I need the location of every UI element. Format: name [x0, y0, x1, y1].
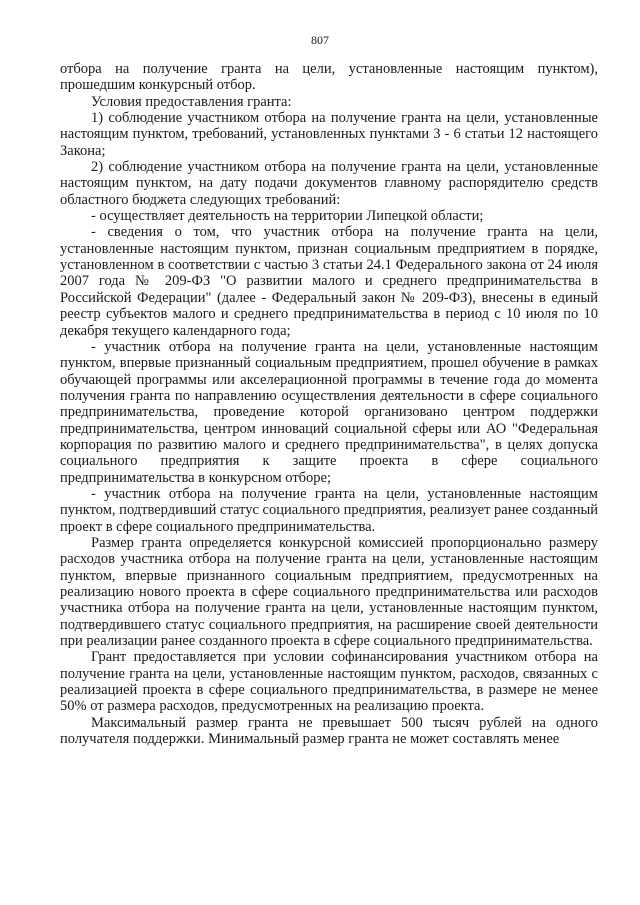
paragraph-grant-size: Размер гранта определяется конкурсной комиссией пропорционально размеру расходов участника отбора на получение гранта на цели, установленные настоящим пунктом, впервые признанного социальным предприятием, предусмотренных на реализацию нового проекта в сфере социального предпринимательства или расходов участника отбора на получение гранта на цели, установленные настоящим пунктом, подтвердившего статус социального предприятия, на расширение своей деятельности при реализации ранее созданного проекта в сфере социального предпринимательства. — [60, 534, 598, 650]
paragraph-requirement-territory: - осуществляет деятельность на территории Липецкой области; — [91, 208, 484, 225]
paragraph-grant-conditions-heading: Условия предоставления гранта: — [91, 93, 292, 110]
paragraph-condition-1: 1) соблюдение участником отбора на получение гранта на цели, установленные настоящим пунктом, требований, установленных пунктами 3 - 6 статьи 12 настоящего Закона; — [60, 110, 598, 159]
paragraph-requirement-training: - участник отбора на получение гранта на цели, установленные настоящим пунктом, впервые признанный социальным предприятием, прошел обучение в рамках обучающей программы или акселерационной программы в течение года до момента получения гранта по направлению осуществления деятельности в сфере социального предпринимательства, проведение которой организовано центром поддержки предпринимательства, центром инноваций социальной сферы или АО "Федеральная корпорация по развитию малого и среднего предпринимательства", в целях допуска социального предприятия к защите проекта в сфере социального предпринимательства в конкурсном отборе; — [60, 338, 598, 486]
paragraph-requirement-existing-project: - участник отбора на получение гранта на цели, установленные настоящим пунктом, подтвердивший статус социального предприятия, реализует ранее созданный проект в сфере социального предпринимательства. — [60, 485, 598, 535]
document-body — [60, 61, 598, 747]
paragraph-max-min-grant: Максимальный размер гранта не превышает 500 тысяч рублей на одного получателя поддержки. Минимальный размер гранта не может составлять менее — [60, 714, 598, 748]
page-number: 807 — [311, 33, 329, 47]
paragraph-cofinancing: Грант предоставляется при условии софинансирования участником отбора на получение гранта на цели, установленные настоящим пунктом, расходов, связанных с реализацией проекта в сфере социального предпринимательства, в размере не менее 50% от размера расходов, предусмотренных на реализацию проекта. — [60, 649, 598, 715]
paragraph-condition-2: 2) соблюдение участником отбора на получение гранта на цели, установленные настоящим пунктом, на дату подачи документов главному распорядителю средств областного бюджета следующих требований: — [60, 159, 598, 208]
paragraph-requirement-registry: - сведения о том, что участник отбора на получение гранта на цели, установленные настоящим пунктом, признан социальным предприятием в порядке, установленном в соответствии с частью 3 статьи 24.1 Федерального закона от 24 июля 2007 года № 209-ФЗ "О развитии малого и среднего предпринимательства в Российской Федерации" (далее - Федеральный закон № 209-ФЗ), внесены в единый реестр субъектов малого и среднего предпринимательства в период с 10 июля по 10 декабря текущего календарного года; — [60, 224, 598, 339]
paragraph-continuation: отбора на получение гранта на цели, установленные настоящим пунктом), прошедшим конкурсный отбор. — [60, 61, 598, 94]
